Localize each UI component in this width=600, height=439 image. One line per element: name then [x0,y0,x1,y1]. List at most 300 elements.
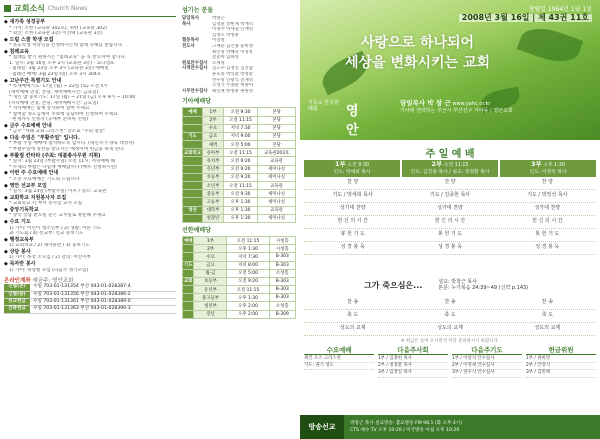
news-item-title: ◆ 금주 수요예배 안내 [4,122,52,129]
schedule-cell: 저녁 7:30 [223,124,257,132]
broadcast-line-2: CTS 예수 TV 오후 10:20 / 미국방송 아침 오후 10:20 [350,428,460,433]
news-item-title: ◆ 고난주간 특별기도 안내 [4,77,62,84]
news-item-line: * 외인: 소한 (교육관 3층) 이선택 (교육관 3층) [9,31,103,36]
duty-item: 1부 / 이창석 안수집사 [452,356,522,363]
schedule-cell: 본당 [258,132,296,140]
service-item: 축 도 [444,312,456,319]
schedule-row [183,116,296,124]
service-item: 기도 / 박정석 목사 [527,192,568,199]
schedule-cell: 오후 1:30 [223,206,257,214]
news-column [0,0,180,439]
news-item-title: ◆ 침례교육 [4,48,29,55]
staff-list [182,16,296,94]
schedule-row [183,302,296,310]
schedule-cell: 오후 2:00 [227,310,269,318]
services [304,160,596,177]
broadcast-info [344,420,462,434]
service-item: 봉 헌 기 도 [340,231,365,238]
schedule-cell: 세미나실 [258,173,296,181]
worship-title: 주 일 예 배 [425,149,475,160]
staff-names: 이정수 이세형 안재영 [212,27,253,33]
church-name: 영안 [346,104,359,138]
banner [300,0,600,140]
account-name: 건축헌금 [4,306,30,312]
news-item-title: ◆ 중앙기독학교 [4,206,39,213]
schedule-cell: 수요 [202,124,223,132]
news-item-line: - 현재까지 신청자 (공예부 준비위 신청) [9,117,89,123]
schedule-cell: 청장년 [202,214,223,222]
schedule-row [183,190,296,198]
news-item-line: * 개인 밤 중보기도: 17일 (월) ~ 21일 (금) 오후 8시 ~ 10:00 [9,95,136,101]
duty-item: 3부 / 전우식 안수집사 [452,370,522,377]
pastor-info [400,100,513,114]
schedule-cell: 오후 1:30 [223,198,257,206]
news-item-title: ◆ 수요 기도 [4,219,31,226]
staff-role: 협동목사 [182,38,199,44]
schedule-row [183,124,296,132]
schedule-cell: 본당 [258,108,296,116]
schedule-cell: 중등부 [202,190,223,198]
service-header [500,160,596,177]
service-item: 성가대 찬양 [339,205,366,212]
service-header [402,160,498,177]
news-item-line: * 기이: 소한 (교육관 302호), 위한 (교육관 302) [9,25,107,31]
service-row [304,216,596,229]
worship-column [300,0,600,439]
service-number: 1부 [335,160,346,168]
prayer-table [182,107,296,223]
account-number: 수일 703-01-131356 부산 043-01-028386-2 [33,291,131,297]
service-leader: 인도: 이정석 목사 [529,169,567,175]
schedule-cell: 저녁 8:00 [227,261,269,269]
schedule-row [183,261,296,269]
staff-names: 김도수 김정일 김진남 [212,66,253,72]
news-item-line: * 주제의 부활은 다함께 예배합시다 (매우 신청하시면) [9,164,117,170]
service-item: 찬 송 [541,299,553,306]
service-item: 찬 송 [444,299,456,306]
service-item: 성가대 찬양 [534,205,561,212]
schedule-cell: 오전 9:20 [223,165,257,173]
account-number: 수일 703-01-131361 부산 043-01-028389-0 [33,298,131,304]
schedule-cell: 오전 9:30 [223,190,257,198]
news-item-line: * 부활 주일 예배에 참석하도록 합시다. (새신자가 양육 대상자) [9,141,135,147]
prayer2-title: 선한예배당 [182,226,211,234]
schedule-cell: 새벽 [202,141,223,149]
sermon-scripture: 본문: 누가복음 24:39~49 (신약 p.143) [438,285,529,291]
news-item-line: (새벽예배 연장, 본당, 새벽예배시간: 금요일) [9,89,99,95]
schedule-row [183,132,296,140]
service-item: 기도 / 박세희 목사 [332,192,373,199]
schedule-group [183,269,194,277]
schedule-cell: 초등부 [194,277,227,285]
schedule-cell: B-303 [269,253,295,261]
staff-names: 오세영 [212,60,225,66]
schedule-cell: 소성홀 [269,302,295,310]
accounts [4,276,176,314]
accounts-rows [4,284,176,314]
news-item-line: - 침례인 예배: 3월 23일 (일) 오후 3시 304호 [9,71,102,77]
news-item-line: 1. 일시: 3월 16일 오후 2시 (교육관 3층) - 요나캠프 [9,60,115,66]
news-item-line: 1) 교회학교 / 2) 제자훈련 / 3) 중보기도 [9,243,90,249]
order-of-service-end [304,297,596,336]
schedule-group [183,182,203,190]
duty-box [452,345,522,378]
schedule-cell: 교육관203호 [258,149,296,157]
schedule-cell: 1부 [202,108,223,116]
service-time [500,161,596,170]
account-name: 선교헌금 [4,299,30,305]
service-item: 성가대 찬양 [437,205,463,212]
service-item: 축 도 [347,312,359,319]
staff-names: 고재순 김건종 윤희정 [212,43,253,49]
schedule-cell: 오후 2:00 [227,302,269,310]
schedule-cell: 세미나실 [258,165,296,173]
schedule-cell: 오전 9:30 [223,108,257,116]
schedule-cell: B-303 [269,277,295,285]
accounts-sub: 예금주: 영안교회 [32,278,74,285]
schedule-row [183,294,296,302]
news-title-en: Church News [47,5,88,12]
schedule-cell: 2부 [194,245,227,253]
schedule-cell: 오전 11:15 [227,236,269,244]
slogan-line-1: 사랑으로 하나되어 [360,35,475,51]
duty-title: 다음주기도 [452,345,522,355]
schedule-cell: B-309 [269,310,295,318]
schedule-cell: 소성홀 [269,269,295,277]
website: www.yahc.or.kr [452,101,491,107]
schedule-row [183,253,296,261]
prayer2-table [182,236,296,319]
schedule-row [183,157,296,165]
address: 기사에 연락하는 부산시 부산진구 가야동 / 영안교회 [400,107,513,114]
duty-roster [304,345,596,378]
schedule-row [183,286,296,294]
schedule-cell: 오후 1:30 [227,245,269,253]
schedule-cell: 오전 11:15 [223,116,257,124]
schedule-row [183,310,296,318]
news-item-title: ◆ 행정교육부 [4,236,34,243]
sermon [304,275,596,295]
service-time [402,161,498,170]
news-item-title: ◆ 이번 주 수요예배 안내 [4,170,59,177]
duty-title: 헌금위원 [526,345,596,355]
schedule-cell: 교육관 [258,206,296,214]
pastor-name: 담임목사 박 창 근 [400,99,451,107]
news-item-line: * 오전 수요예배는 기도회 드립니다 [9,176,80,182]
schedule-group [183,286,194,294]
schedule-group [183,294,194,302]
service-item: 찬 양 [541,179,553,186]
schedule-cell: 청년부 [194,302,227,310]
schedule-row [183,149,296,157]
schedule-cell: 오전 11:15 [223,182,257,190]
schedule-group: 예배 [183,108,203,116]
schedule-cell: 유치부 [202,157,223,165]
service-time-text: 오후 1:30 [543,163,565,168]
schedule-row [183,277,296,285]
service-row [304,310,596,323]
schedule-cell: 소년부 [202,182,223,190]
service-item: 헌 신 의 시 간 [532,218,563,225]
schedule-cell: 저녁 7:30 [227,253,269,261]
news-item-title: ◆ 상담 봉사 [4,248,31,255]
schedule-row [183,198,296,206]
service-item: 성 경 봉 독 [437,244,463,251]
schedule-row [183,269,296,277]
staff-column [180,0,298,439]
staff-role: 전도사 [182,43,195,49]
staff-names: 선우영 안광식 전재영 [212,77,253,83]
slogan-line-2: 세상을 변화시키는 교회 [345,55,490,71]
service-item: 찬 송 [347,299,359,306]
schedule-cell: 본당 [258,116,296,124]
staff-role: 목사 [182,21,191,27]
founding-date: 창립일 1964년 1월 1일 [528,6,592,13]
news-item-title: ◆ 드림 스쿨 학생 모집 [4,36,54,43]
news-item-line: * 특새예배기도: 17일 (월) ~ 22일 (토) 오전 5시 [9,84,108,90]
schedule-group: 기도 [183,261,194,269]
schedule-group [183,141,203,149]
schedule-cell: 장년 [194,310,227,318]
schedule-row [183,173,296,181]
service-number: 2부 [431,160,443,168]
schedule-cell: 교육관 [258,157,296,165]
news-item-title: ◆ 목자반 봉사 [4,261,36,268]
schedule-cell: 세미나실 [258,214,296,222]
service-row [304,229,596,242]
service-item: 기도 / 김종현 목사 [429,192,471,199]
staff-role: 원로안수집사 [182,60,208,66]
schedule-row [183,165,296,173]
schedule-cell: 본당 [258,141,296,149]
schedule-cell: 고등부 [202,198,223,206]
duty-item: 2부 / 안장석 [526,363,596,370]
schedule-cell: 오전 5:00 [227,269,269,277]
news-item-line: * 일시: 3월 23일 (부활주일) 오전 11시, 저녁예배 때 [9,159,116,165]
sermon-title: 그가 죽으심은... [364,280,423,290]
offering-note: ※ 헌금은 들어 오시면서 미리 준비하시기 바랍니다. [400,339,500,344]
service-row [304,177,596,190]
schedule-group [183,245,194,253]
schedule-group: 청년 [183,206,203,214]
service-row [304,203,596,216]
schedule-cell: 월·금 [194,269,227,277]
schedule-group: 기도 [183,132,203,140]
staff-names: 박창근 [212,16,225,21]
staff-title: 섬기는 분들 [182,7,214,14]
duty-box [526,345,596,378]
slogan [345,33,490,73]
staff-names: 김경환 강현제 박재석 [212,21,253,27]
schedule-cell: 유년부 [202,165,223,173]
service-leader: 인도: 김진종 목사 / 설교: 정정환 목사 [410,169,490,175]
schedule-group: 교회학교 [183,149,203,157]
duty-item: 2부 / 정정환 목사 [378,363,448,370]
service-item: 축 도 [541,312,553,319]
schedule-group [183,165,203,173]
schedule-group [183,116,203,124]
schedule-group [183,214,203,222]
duty-item: 세건 오즈 크리스천 [304,356,374,363]
service-item: 찬 양 [347,179,359,186]
prayer-title: 기아예배당 [182,98,211,106]
news-item-line: - 침례일: 3월 23일 오후 3시 (교육관 3층) 예배실 [9,66,109,72]
schedule-group [183,253,194,261]
broadcast-line-1: 박창근 목사 설교방송: 불교방송 FM 98.1 (화 오후 4시) [350,421,463,426]
news-item-line: 1) 가이: 목장별 모임 (다음주 정기모임) [9,267,89,273]
service-item: 헌 신 의 시 간 [434,218,466,225]
service-row [304,323,596,336]
schedule-row [183,236,296,244]
staff-row [182,89,296,95]
service-row [304,297,596,310]
duty-box [378,345,448,378]
account-name: 신협(본) [4,284,30,290]
schedule-cell: 오전 5:00 [223,141,257,149]
order-of-service [304,177,596,255]
schedule-row [183,245,296,253]
news-item-line: * 장학 상담 받으실 분은 교무실로 방문해 주세요 [9,213,106,219]
issue-date [459,6,592,22]
schedule-cell: 금요 [202,132,223,140]
service-time-text: 오전 11:15 [443,163,469,168]
service-item: 성 경 봉 독 [535,244,560,251]
duty-title: 다음주사회 [378,345,448,355]
church-logo [308,100,359,138]
staff-names: 최일권 한정훈 권원영 [212,88,253,94]
schedule-cell: B-303 [269,261,295,269]
service-item: 성도의 교제 [534,325,561,332]
broadcast-label: 방송선교 [300,415,344,439]
schedule-cell: 오후 1:30 [227,294,269,302]
duty-item: 3부 / 김민택 [526,370,596,377]
news-item-line: * 교회학교 각 부서 봉사할 교사 모집 [9,201,83,207]
service-item: 찬 양 [444,179,456,186]
news-item-line: * 참여할 성도님께서 주보에 응답하여 신청하여 주세요 [9,111,118,117]
schedule-cell: 오전 11:15 [223,149,257,157]
schedule-group [183,190,203,198]
schedule-group [183,173,203,181]
leaf-graphic [517,21,584,70]
staff-names: 김정오 박정훈 [212,32,239,38]
news-item-line: * 금주 "세례 교회 크리스천" 강조로 "주의 얼굴" [9,129,106,135]
schedule-cell: 오전 9:20 [223,173,257,181]
schedule-group [183,124,203,132]
schedule-cell: 유년부 [194,286,227,294]
schedule-cell: 1부 [194,236,227,244]
schedule-group [183,198,203,206]
sermon-preacher: 설교: 박창근 목사 [438,278,477,285]
staff-role: 담임목사 [182,16,199,21]
duty-title: 수요예배 [304,345,374,355]
schedule-group [183,157,203,165]
account-name: 신협(분) [4,292,30,298]
schedule-cell: 오전 9:20 [227,277,269,285]
staff-names: 전준희 임하영 [212,55,239,61]
schedule-row [183,108,296,116]
news-item-title: ◆ 다음 주일은 "부활주일" 입니다. [4,134,80,141]
schedule-cell: 오전 9:20 [223,157,257,165]
schedule-cell: 교육관 [258,182,296,190]
schedule-cell: 세미나실 [258,190,296,198]
service-leader: 인도: 박세희 목사 [333,169,371,175]
news-item-title: ◆ 부활절 칸타타 (주최: 대불총사무원 지휘) [4,152,101,159]
staff-names: 최인정 박혜숙 이정옥 [212,49,253,55]
duty-item: 3부 / 김정일 목사 [378,370,448,377]
service-item: 헌 신 의 시 간 [337,218,368,225]
account-number: 수일 703-01-131354 부산 043-01-028387-4 [33,284,131,290]
staff-names: 류호홍 박석환 박정환 [212,71,253,77]
service-row [304,242,596,255]
duty-item: 1부 / 권희영 [526,356,596,363]
accounts-title [4,276,176,284]
schedule-cell: 금요 [194,261,227,269]
schedule-row [183,182,296,190]
schedule-cell: 2부 [202,116,223,124]
duty-item: 기도: 권기 성도 [304,363,374,370]
service-item: 성 경 봉 독 [340,244,365,251]
news-item-line: 3) 기도회 / 4) 선교부: 선교 중보기도 [9,231,84,237]
news-item-title: ◆ 교회학교 지원봉사자 모집 [4,194,67,201]
broadcast-footer [300,415,600,439]
schedule-cell: 세미나실 [258,198,296,206]
schedule-cell: 시청홀 [269,236,295,244]
duty-box [304,345,374,378]
schedule-cell: 저녁 9:00 [223,132,257,140]
square-icon [4,5,11,12]
schedule-cell: 오후 1:30 [223,214,257,222]
service-time [304,161,400,170]
service-number: 3부 [531,160,542,168]
schedule-cell: 중고등부 [194,294,227,302]
account-row [4,284,176,291]
schedule-cell: 시청홀 [269,245,295,253]
service-item: 봉 헌 기 도 [437,231,463,238]
news-item-title: ◆ 새가족 성경공부 [4,19,46,25]
news-item-line: (저녁예배 연장, 본당, 새벽예배시간: 금요일) [9,100,99,106]
news-item-title: ◆ 영안 선교부 모임 [4,182,47,189]
service-header [304,160,400,177]
schedule-cell: 본당 [258,124,296,132]
accounts-title-text: 온라인계좌 [4,278,31,285]
schedule-row [183,206,296,214]
schedule-cell: B-303 [269,294,295,302]
schedule-row [183,214,296,222]
schedule-group: 교회 [183,277,194,285]
news-header [4,3,176,17]
service-time-text: 오전 9:30 [347,163,369,168]
news-list [4,20,176,273]
schedule-group [183,310,194,318]
schedule-cell: 초등부 [202,173,223,181]
service-item: 성도의 교제 [437,325,463,332]
schedule-cell: B-303 [269,286,295,294]
duty-item: 1부 / 김종현 목사 [378,356,448,363]
staff-role: 시역안수집사 [182,66,208,72]
account-number: 수일 703-01-131363 부산 043-01-028390-3 [33,306,131,312]
news-item-line: * 부활주일에 성찬을 받으시는 예정이며 헌금을 하게 된다. [9,146,126,152]
duty-item: 2부 / 이정세 안수집사 [452,363,522,370]
schedule-cell: 유아부 [202,149,223,157]
schedule-cell: 수요 [194,253,227,261]
news-item-line: * 저녁예배는 함께 봉사하여 참여 주세요 [9,106,90,112]
news-title: 교회소식 [14,4,45,13]
news-item-line: * 초등학생 저학년을 신청하시는데 함께 유해를 받습니다. [9,43,124,49]
staff-names: 조성기 주종환 허종미 [212,83,253,89]
service-row [304,190,596,203]
issue-number: 2008년 3월 16일 | 제 43권 11호 [459,14,592,22]
schedule-group [183,302,194,310]
